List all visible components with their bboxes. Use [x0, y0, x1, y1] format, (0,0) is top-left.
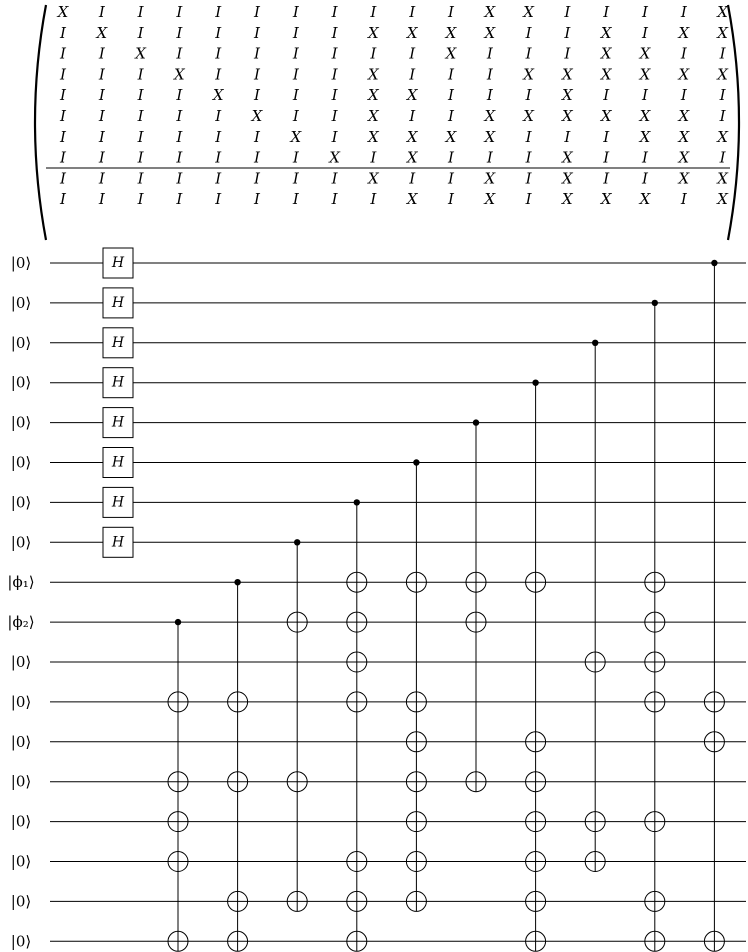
matrix-entry: I — [137, 65, 144, 84]
matrix-entry: X — [639, 190, 651, 209]
cnot-target — [526, 852, 546, 872]
matrix-entry: I — [719, 148, 726, 167]
control-dot — [234, 579, 240, 585]
cnot-target — [347, 891, 367, 911]
matrix-entry: X — [600, 107, 612, 125]
matrix-entry: X — [368, 107, 379, 125]
cnot-target — [406, 572, 426, 592]
wire-label: |0⟩ — [10, 732, 32, 751]
control-dot — [652, 300, 658, 306]
matrix-entry: I — [409, 107, 416, 125]
matrix-entry: I — [98, 44, 105, 63]
cnot-target — [704, 931, 724, 951]
matrix-entry: I — [486, 44, 493, 63]
matrix-entry: I — [525, 148, 532, 167]
matrix-entry: X — [406, 23, 418, 42]
matrix-entry: I — [254, 169, 260, 188]
cnot-target — [466, 772, 486, 792]
cnot-target — [704, 732, 724, 752]
matrix-entry: I — [254, 148, 260, 167]
matrix-entry: I — [137, 107, 144, 125]
matrix-entry: I — [215, 169, 222, 188]
matrix-entry: I — [254, 23, 260, 42]
wire-label: |0⟩ — [10, 692, 32, 711]
matrix-entry: I — [254, 65, 260, 84]
matrix-entry: I — [60, 86, 66, 105]
matrix-entry: I — [292, 107, 299, 125]
matrix-entry: I — [486, 86, 493, 105]
matrix-entry: X — [562, 86, 573, 105]
matrix-entry: X — [57, 3, 69, 21]
matrix-entry: X — [639, 107, 651, 125]
cnot-target — [347, 852, 367, 872]
matrix-entry: X — [251, 107, 263, 125]
matrix-entry: X — [484, 107, 496, 125]
matrix-entry: X — [329, 148, 340, 167]
matrix-entry: I — [60, 190, 66, 209]
matrix-entry: I — [292, 23, 299, 42]
matrix-entry: I — [292, 44, 299, 63]
wire-label: |0⟩ — [10, 493, 32, 512]
hadamard-gate-label: H — [111, 414, 125, 431]
matrix-entry: I — [525, 169, 532, 188]
matrix-entry: X — [96, 23, 108, 42]
matrix-entry: I — [176, 23, 183, 42]
cnot-target — [228, 692, 248, 712]
matrix-entry: X — [368, 169, 379, 188]
matrix-entry: X — [717, 65, 728, 84]
matrix-entry: I — [331, 86, 338, 105]
cnot-target — [645, 812, 665, 832]
wire-label: |0⟩ — [10, 533, 32, 552]
matrix-entry: I — [331, 127, 338, 146]
matrix-entry: I — [448, 107, 454, 125]
matrix-entry: I — [680, 3, 687, 21]
cnot-target — [526, 812, 546, 832]
matrix-entry: I — [331, 44, 338, 63]
cnot-target — [406, 812, 426, 832]
matrix-entry: X — [678, 169, 690, 188]
matrix-entry: I — [448, 190, 454, 209]
matrix-entry: X — [523, 65, 534, 84]
cnot-target — [585, 652, 605, 672]
matrix-entry: X — [717, 190, 728, 209]
matrix-entry: I — [603, 3, 610, 21]
matrix-entry: I — [98, 127, 105, 146]
matrix-entry: I — [254, 3, 260, 21]
wire-label: |0⟩ — [10, 932, 32, 951]
matrix-entry: I — [603, 127, 610, 146]
matrix-entry: I — [448, 148, 454, 167]
cnot-target — [168, 931, 188, 951]
cnot-target — [466, 612, 486, 632]
matrix-entry: X — [523, 3, 534, 21]
matrix-entry: I — [525, 86, 532, 105]
matrix-entry: I — [603, 148, 610, 167]
matrix-entry: I — [98, 169, 105, 188]
matrix-entry: I — [98, 190, 105, 209]
cnot-target — [406, 772, 426, 792]
matrix-entry: X — [368, 86, 379, 105]
matrix-entry: I — [176, 86, 183, 105]
matrix-entry: I — [176, 169, 183, 188]
matrix-entry: I — [370, 148, 377, 167]
matrix-entry: X — [445, 44, 457, 63]
matrix-entry: I — [448, 3, 454, 21]
matrix-entry: X — [523, 107, 534, 125]
cnot-target — [347, 692, 367, 712]
wire-label: |ϕ₁⟩ — [7, 573, 35, 592]
wire-label: |0⟩ — [10, 373, 32, 392]
matrix-entry: X — [600, 65, 612, 84]
matrix-entry: X — [717, 3, 728, 21]
encoding-circuit — [7, 248, 746, 951]
matrix-entry: I — [603, 86, 610, 105]
cnot-target — [347, 652, 367, 672]
control-dot — [294, 539, 300, 545]
matrix-entry: X — [290, 127, 302, 146]
matrix-entry: I — [176, 107, 183, 125]
matrix-entry: I — [60, 127, 66, 146]
matrix-entry: I — [215, 127, 222, 146]
matrix-entry: X — [562, 190, 573, 209]
matrix-entry: I — [331, 190, 338, 209]
matrix-entry: X — [600, 23, 612, 42]
matrix-entry: I — [137, 3, 144, 21]
matrix-entry: I — [486, 65, 493, 84]
matrix-entry: I — [409, 44, 416, 63]
cnot-target — [466, 572, 486, 592]
matrix-entry: I — [137, 23, 144, 42]
matrix-entry: X — [639, 44, 651, 63]
matrix-entry: X — [717, 169, 728, 188]
matrix-entry: I — [254, 86, 260, 105]
cnot-target — [585, 812, 605, 832]
matrix-entry: I — [525, 127, 532, 146]
cnot-target — [347, 572, 367, 592]
matrix-entry: I — [525, 44, 532, 63]
matrix-entry: I — [331, 3, 338, 21]
matrix-entry: I — [254, 127, 260, 146]
matrix-entry: I — [370, 44, 377, 63]
cnot-target — [406, 732, 426, 752]
matrix-entry: X — [562, 169, 573, 188]
matrix-entry: I — [60, 107, 66, 125]
matrix-entry: I — [254, 44, 260, 63]
wire-label: |0⟩ — [10, 413, 32, 432]
cnot-target — [228, 772, 248, 792]
cnot-target — [645, 612, 665, 632]
cnot-target — [406, 852, 426, 872]
matrix-entry: I — [680, 86, 687, 105]
matrix-entry: I — [642, 23, 648, 42]
hadamard-gate-label: H — [111, 534, 125, 551]
cnot-target — [168, 852, 188, 872]
wire-label: |0⟩ — [10, 333, 32, 352]
control-dot — [532, 380, 538, 386]
cnot-target — [526, 772, 546, 792]
cnot-target — [704, 692, 724, 712]
matrix-entry: I — [370, 3, 377, 21]
matrix-entry: X — [174, 65, 185, 84]
matrix-entry: X — [678, 127, 690, 146]
matrix-entry: I — [292, 3, 299, 21]
stabilizer-matrix — [35, 3, 739, 240]
matrix-entry: X — [484, 190, 496, 209]
cnot-target — [526, 572, 546, 592]
matrix-entry: I — [642, 148, 648, 167]
left-parenthesis — [35, 5, 46, 240]
matrix-entry: X — [678, 148, 690, 167]
matrix-entry: I — [176, 3, 183, 21]
control-dot — [354, 499, 360, 505]
matrix-entry: I — [409, 3, 416, 21]
matrix-entry: I — [603, 169, 610, 188]
matrix-entry: I — [409, 65, 416, 84]
matrix-entry: X — [562, 107, 573, 125]
matrix-entry: X — [368, 23, 379, 42]
matrix-entry: I — [680, 190, 687, 209]
matrix-entry: I — [448, 65, 454, 84]
matrix-entry: I — [642, 86, 648, 105]
matrix-entry: I — [137, 127, 144, 146]
cnot-target — [287, 612, 307, 632]
control-dot — [175, 619, 181, 625]
matrix-entry: I — [215, 44, 222, 63]
control-dot — [592, 340, 598, 346]
wire-label: |0⟩ — [10, 254, 32, 272]
wire-label: |0⟩ — [10, 892, 32, 911]
hadamard-gate-label: H — [111, 334, 125, 351]
matrix-entry: I — [60, 169, 66, 188]
matrix-entry: I — [564, 44, 571, 63]
wire-label: |0⟩ — [10, 772, 32, 791]
matrix-entry: X — [445, 23, 457, 42]
matrix-entry: I — [564, 23, 571, 42]
wire-label: |0⟩ — [10, 653, 32, 671]
hadamard-gate-label: H — [111, 494, 125, 511]
matrix-entry: I — [564, 127, 571, 146]
cnot-target — [347, 931, 367, 951]
matrix-entry: I — [215, 23, 222, 42]
matrix-entry: I — [137, 190, 144, 209]
cnot-target — [168, 812, 188, 832]
matrix-entry: X — [406, 190, 418, 209]
matrix-entry: I — [98, 148, 105, 167]
matrix-entry: I — [409, 169, 416, 188]
matrix-entry: I — [176, 148, 183, 167]
matrix-entry: I — [719, 44, 726, 63]
cnot-target — [228, 891, 248, 911]
matrix-entry: I — [331, 107, 338, 125]
matrix-entry: X — [717, 23, 728, 42]
matrix-entry: I — [719, 107, 726, 125]
cnot-target — [645, 572, 665, 592]
cnot-target — [645, 692, 665, 712]
matrix-entry: X — [406, 148, 418, 167]
matrix-entry: I — [215, 107, 222, 125]
matrix-entry: I — [254, 190, 260, 209]
matrix-entry: X — [639, 65, 651, 84]
matrix-entry: I — [719, 86, 726, 105]
matrix-entry: X — [484, 23, 496, 42]
matrix-entry: I — [98, 3, 105, 21]
matrix-entry: I — [331, 23, 338, 42]
matrix-entry: X — [717, 127, 728, 146]
matrix-entry: I — [215, 3, 222, 21]
matrix-entry: I — [292, 148, 299, 167]
matrix-entry: I — [292, 86, 299, 105]
cnot-target — [168, 772, 188, 792]
matrix-entry: I — [137, 86, 144, 105]
matrix-entry: I — [98, 107, 105, 125]
hadamard-gate-label: H — [111, 255, 125, 271]
matrix-entry: X — [562, 65, 573, 84]
matrix-entry: I — [525, 190, 532, 209]
matrix-entry: I — [680, 44, 687, 63]
wire-label: |0⟩ — [10, 812, 32, 831]
cnot-target — [168, 692, 188, 712]
right-parenthesis — [728, 5, 739, 240]
cnot-target — [228, 931, 248, 951]
matrix-entry: I — [98, 65, 105, 84]
cnot-target — [406, 692, 426, 712]
control-dot — [413, 459, 419, 465]
matrix-entry: I — [448, 169, 454, 188]
matrix-entry: I — [215, 148, 222, 167]
hadamard-gate-label: H — [111, 374, 125, 391]
matrix-entry: X — [135, 44, 146, 63]
cnot-target — [287, 772, 307, 792]
matrix-entry: I — [292, 169, 299, 188]
matrix-entry: X — [600, 190, 612, 209]
matrix-entry: X — [484, 169, 496, 188]
matrix-entry: I — [292, 190, 299, 209]
wire-label: |ϕ₂⟩ — [7, 613, 35, 632]
matrix-entry: I — [137, 148, 144, 167]
matrix-entry: I — [60, 65, 66, 84]
control-dot — [711, 260, 717, 266]
cnot-target — [645, 931, 665, 951]
matrix-entry: X — [406, 86, 418, 105]
matrix-entry: X — [445, 127, 457, 146]
matrix-entry: I — [215, 190, 222, 209]
hadamard-gate-label: H — [111, 294, 125, 311]
wire-label: |0⟩ — [10, 852, 32, 871]
wire-label: |0⟩ — [10, 293, 32, 312]
matrix-entry: I — [176, 190, 183, 209]
matrix-entry: I — [564, 3, 571, 21]
matrix-entry: I — [215, 65, 222, 84]
hadamard-gate-label: H — [111, 454, 125, 471]
matrix-entry: I — [98, 86, 105, 105]
matrix-entry: I — [60, 23, 66, 42]
matrix-entry: X — [600, 44, 612, 63]
cnot-target — [406, 891, 426, 911]
cnot-target — [585, 852, 605, 872]
matrix-entry: I — [642, 3, 648, 21]
cnot-target — [526, 732, 546, 752]
cnot-target — [645, 891, 665, 911]
matrix-entry: X — [639, 127, 651, 146]
matrix-entry: I — [60, 148, 66, 167]
matrix-entry: I — [176, 127, 183, 146]
cnot-target — [347, 612, 367, 632]
cnot-target — [287, 891, 307, 911]
matrix-entry: X — [678, 65, 690, 84]
matrix-entry: I — [486, 148, 493, 167]
matrix-entry: X — [368, 65, 379, 84]
matrix-entry: I — [176, 44, 183, 63]
cnot-target — [526, 931, 546, 951]
matrix-entry: I — [60, 44, 66, 63]
matrix-entry: I — [370, 190, 377, 209]
matrix-entry: I — [292, 65, 299, 84]
cnot-target — [645, 652, 665, 672]
matrix-entry: I — [448, 86, 454, 105]
cnot-target — [526, 891, 546, 911]
matrix-entry: X — [406, 127, 418, 146]
matrix-entry: I — [331, 65, 338, 84]
matrix-entry: I — [642, 169, 648, 188]
matrix-entry: X — [368, 127, 379, 146]
matrix-entry: X — [484, 127, 496, 146]
matrix-entry: I — [525, 23, 532, 42]
matrix-entry: X — [212, 86, 224, 105]
control-dot — [473, 419, 479, 425]
matrix-entry: X — [484, 3, 496, 21]
matrix-entry: X — [678, 107, 690, 125]
matrix-entry: X — [678, 23, 690, 42]
matrix-entry: I — [137, 169, 144, 188]
wire-label: |0⟩ — [10, 453, 32, 472]
matrix-entry: X — [562, 148, 573, 167]
matrix-entry: I — [331, 169, 338, 188]
